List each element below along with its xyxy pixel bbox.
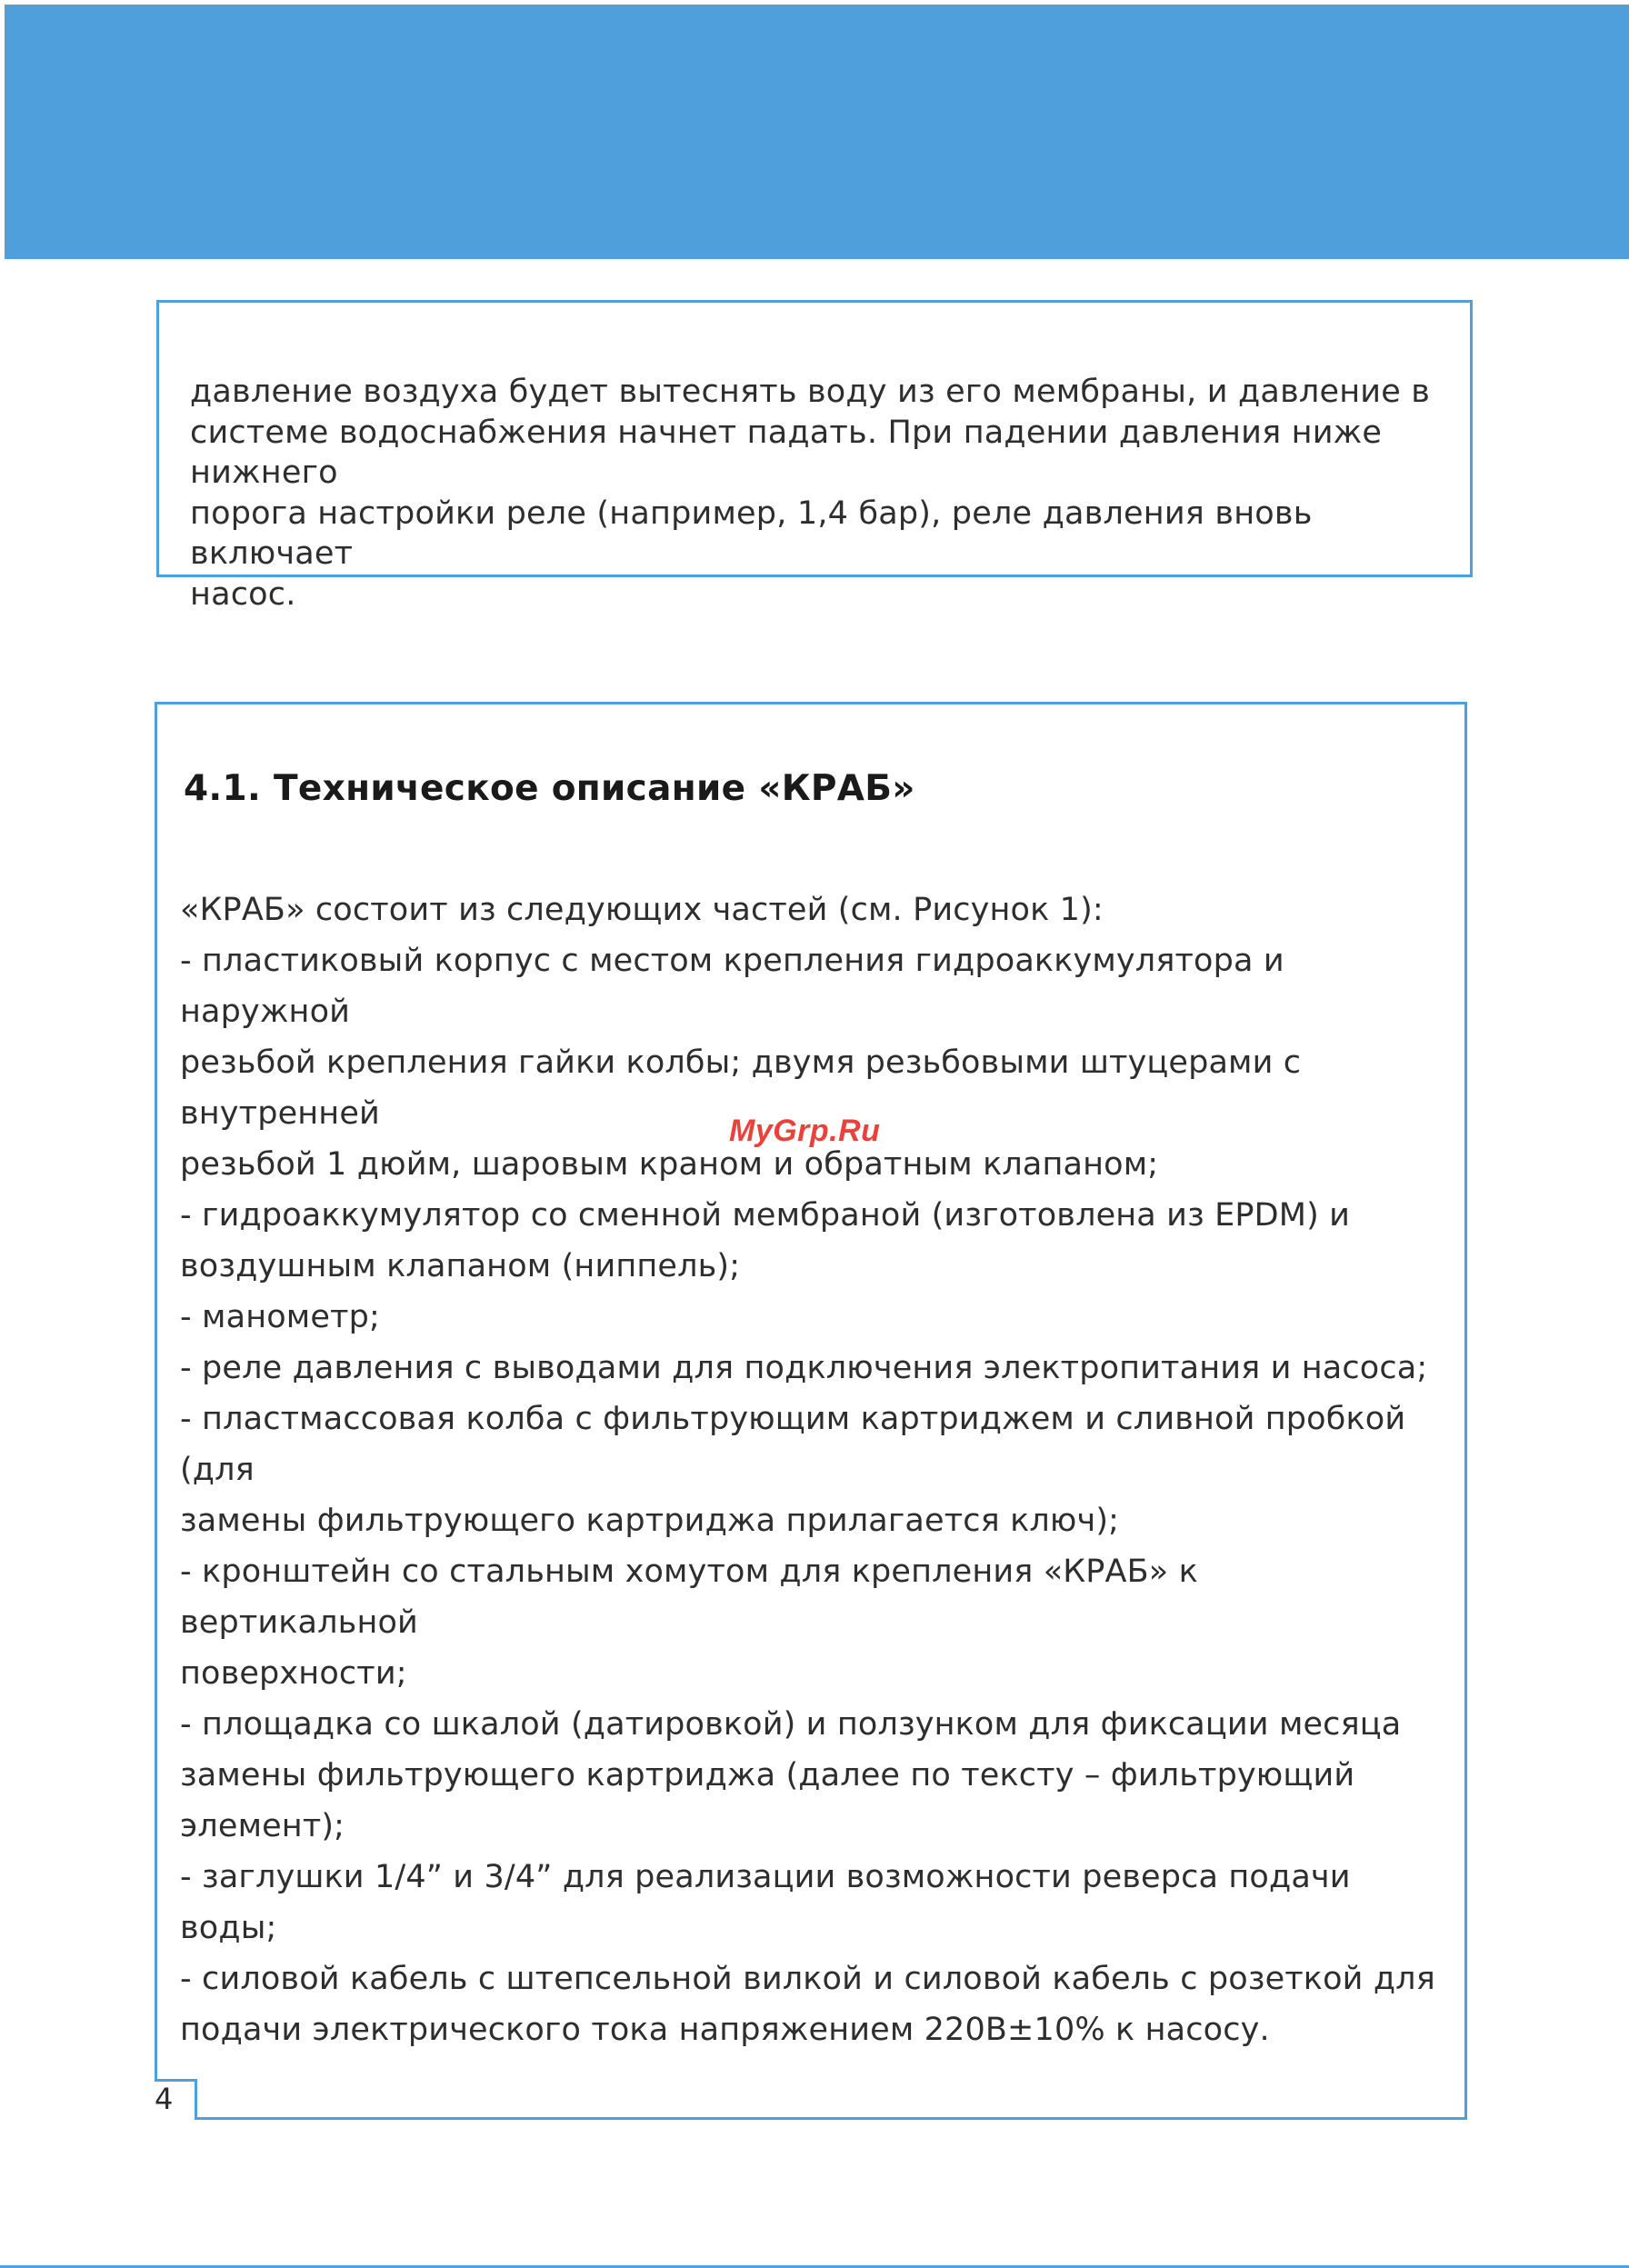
body-line: - пластиковый корпус с местом крепления гидроаккумулятора и наружной	[180, 943, 1284, 1030]
body-line: элемент);	[180, 1808, 345, 1844]
section-body	[180, 884, 1437, 2055]
body-line: - гидроаккумулятор со сменной мембраной (изготовлена из EPDM) и	[180, 1197, 1351, 1234]
intro-line: давление воздуха будет вытеснять воду из его мембраны, и давление в	[190, 374, 1431, 410]
body-line: резьбой 1 дюйм, шаровым краном и обратным клапаном;	[180, 1146, 1159, 1183]
box-edge-bottom	[195, 2117, 1467, 2120]
watermark: MyGrp.Ru	[729, 1114, 881, 1148]
body-line: - пластмассовая колба с фильтрующим картриджем и сливной пробкой (для	[180, 1401, 1406, 1488]
section-box	[155, 702, 1467, 2117]
body-line: - кронштейн со стальным хомутом для крепления «КРАБ» к вертикальной	[180, 1554, 1198, 1641]
intro-box	[156, 300, 1473, 613]
intro-line: порога настройки реле (например, 1,4 бар), реле давления вновь включает	[190, 495, 1313, 572]
body-line: - реле давления с выводами для подключения электропитания и насоса;	[180, 1350, 1428, 1386]
body-line: - манометр;	[180, 1299, 380, 1335]
body-line: воздушным клапаном (ниппель);	[180, 1248, 741, 1284]
body-line: поверхности;	[180, 1655, 407, 1692]
page-number: 4	[155, 2082, 174, 2116]
section-title: 4.1. Техническое описание «КРАБ»	[184, 768, 915, 809]
intro-line: насос.	[190, 575, 296, 613]
body-line: резьбой крепления гайки колбы; двумя резьбовыми штуцерами с внутренней	[180, 1044, 1302, 1132]
body-line: подачи электрического тока напряжением 220В±10% к насосу.	[180, 2012, 1270, 2048]
box-edge-left	[155, 702, 157, 2082]
body-line: - заглушки 1/4” и 3/4” для реализации возможности реверса подачи	[180, 1859, 1351, 1895]
box-notch-vertical	[195, 2079, 197, 2120]
body-line: воды;	[180, 1910, 277, 1946]
body-line: замены фильтрующего картриджа (далее по тексту – фильтрующий	[180, 1757, 1355, 1793]
body-line: - площадка со шкалой (датировкой) и ползунком для фиксации месяца	[180, 1706, 1402, 1743]
body-line: «КРАБ» состоит из следующих частей (см. Рисунок 1):	[180, 892, 1104, 928]
body-line: - силовой кабель с штепсельной вилкой и силовой кабель с розеткой для	[180, 1961, 1435, 1997]
body-line: замены фильтрующего картриджа прилагается ключ);	[180, 1503, 1120, 1539]
intro-line: системе водоснабжения начнет падать. При падении давления ниже нижнего	[190, 414, 1383, 491]
header-band	[5, 5, 1629, 259]
